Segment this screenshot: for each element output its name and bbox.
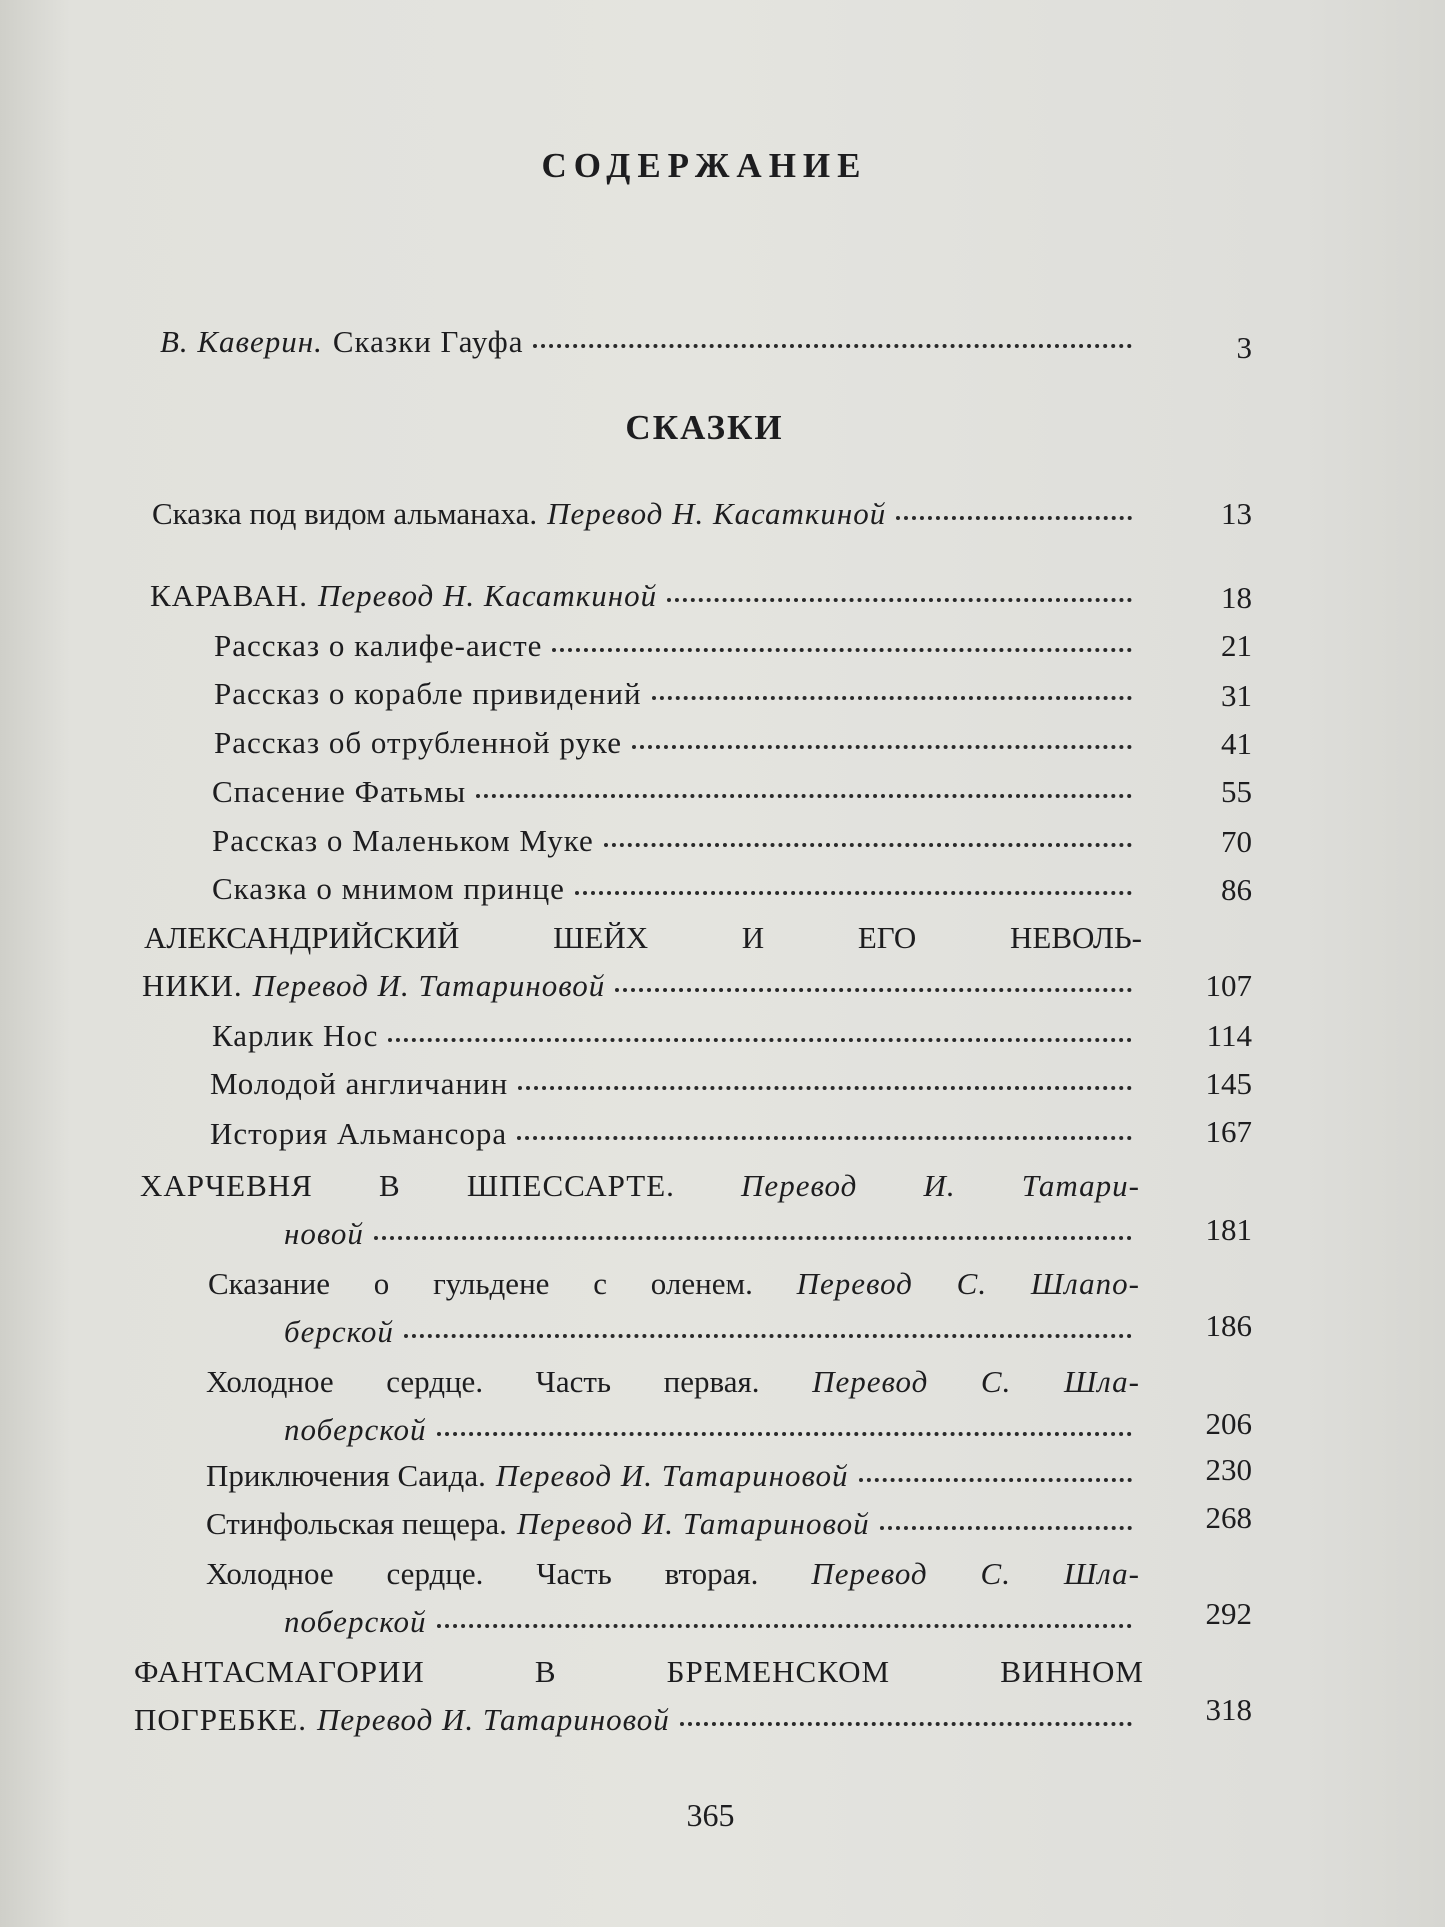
toc-entry-inn-title	[140, 1166, 1140, 1206]
toc-subentry	[212, 1016, 1140, 1056]
toc-subentry-heart2	[284, 1602, 1140, 1642]
translator: поберской	[284, 1412, 427, 1447]
page-number: 167	[1205, 1114, 1252, 1149]
page-number: 13	[1221, 496, 1252, 531]
title-word: Холодное	[206, 1364, 334, 1399]
page-number: 318	[1205, 1692, 1252, 1727]
title-word: с	[593, 1266, 607, 1301]
page-number: 114	[1206, 1018, 1252, 1053]
translator: Перевод И. Татариновой	[495, 1458, 849, 1493]
translator-word: Перевод	[812, 1364, 929, 1399]
toc-subentry-cave	[206, 1504, 1140, 1544]
page-number: 230	[1205, 1452, 1252, 1487]
entry-title: Молодой англичанин	[210, 1066, 509, 1101]
toc-subentry-heart1-title	[206, 1362, 1140, 1402]
page-number: 107	[1205, 968, 1252, 1003]
dot-leader	[575, 891, 1132, 895]
entry-title: Сказка о мнимом принце	[212, 871, 565, 906]
toc-subentry-heart2-title	[206, 1554, 1140, 1594]
dot-leader	[896, 516, 1132, 520]
page-number: 3	[1236, 330, 1252, 365]
translator: Перевод Н. Касаткиной	[317, 578, 658, 613]
title-word: ХАРЧЕВНЯ	[140, 1168, 313, 1203]
page-number: 292	[1205, 1596, 1252, 1631]
entry-title: История Альмансора	[210, 1116, 508, 1151]
title-word: АЛЕКСАНДРИЙСКИЙ	[144, 920, 460, 955]
translator-word: Шла-	[1063, 1364, 1140, 1399]
translator: Перевод И. Татариновой	[317, 1702, 670, 1737]
toc-entry-intro	[160, 322, 1140, 362]
title-word: сердце.	[386, 1556, 484, 1591]
entry-title: Рассказ о корабле привидений	[214, 676, 642, 711]
translator: Перевод И. Татариновой	[516, 1506, 870, 1541]
title-word: оленем.	[650, 1266, 753, 1301]
title-word: БРЕМЕНСКОМ	[666, 1654, 891, 1689]
dot-leader	[632, 745, 1132, 749]
title-word: гульдене	[433, 1266, 550, 1301]
title-word: В	[379, 1168, 401, 1203]
toc-entry-sheikh-title	[144, 918, 1142, 958]
toc-subentry	[214, 626, 1140, 666]
translator: поберской	[284, 1604, 427, 1639]
title-word: о	[373, 1266, 390, 1301]
entry-title: ПОГРЕБКЕ.	[134, 1702, 308, 1737]
translator-word: С.	[980, 1556, 1011, 1591]
title-word: Холодное	[206, 1556, 334, 1591]
toc-entry-almanac	[152, 494, 1140, 534]
dot-leader	[388, 1038, 1132, 1042]
toc-entry-caravan	[150, 576, 1140, 616]
title-word: Часть	[536, 1556, 612, 1591]
page-number: 206	[1205, 1406, 1252, 1441]
toc-subentry	[214, 674, 1140, 714]
toc-entry-bremen	[134, 1700, 1140, 1740]
entry-title: Сказка под видом альманаха.	[152, 496, 538, 531]
dot-leader	[518, 1086, 1132, 1090]
dot-leader	[437, 1624, 1132, 1628]
translator: Перевод И. Татариновой	[252, 968, 606, 1003]
toc-subentry-guilder-title	[208, 1264, 1140, 1304]
page-number: 86	[1221, 872, 1252, 907]
translator-word: Шлапо-	[1030, 1266, 1140, 1301]
page-number: 268	[1205, 1500, 1252, 1535]
toc-subentry	[212, 869, 1140, 909]
page-number: 41	[1221, 726, 1252, 761]
dot-leader	[652, 696, 1132, 700]
toc-subentry	[210, 1064, 1140, 1104]
translator: Перевод Н. Касаткиной	[547, 496, 887, 531]
page-number: 145	[1205, 1066, 1252, 1101]
author: В. Каверин.	[160, 324, 323, 359]
toc-subentry	[212, 821, 1140, 861]
page-number: 55	[1221, 774, 1252, 809]
dot-leader	[604, 843, 1132, 847]
translator-word: С.	[980, 1364, 1012, 1399]
translator-word: С.	[956, 1266, 988, 1301]
entry-title: Рассказ о калифе-аисте	[214, 628, 543, 663]
translator: берской	[284, 1314, 394, 1349]
dot-leader	[859, 1478, 1132, 1482]
title-word: ВИННОМ	[1000, 1654, 1144, 1689]
toc-subentry-said	[206, 1456, 1140, 1496]
toc-subentry	[212, 772, 1140, 812]
dot-leader	[880, 1526, 1132, 1530]
toc-subentry-heart1	[284, 1410, 1140, 1450]
toc-subentry	[210, 1114, 1140, 1154]
title-word: первая.	[663, 1364, 760, 1399]
page-number: 21	[1221, 628, 1252, 663]
dot-leader	[517, 1136, 1132, 1140]
entry-title: Сказки Гауфа	[332, 324, 524, 359]
translator-word: Татари-	[1021, 1168, 1140, 1203]
toc-subentry	[214, 723, 1140, 763]
title-word: Часть	[535, 1364, 612, 1399]
toc-entry-bremen-title	[134, 1652, 1144, 1692]
title-word: ШПЕССАРТЕ.	[466, 1168, 675, 1203]
toc-entry-sheikh	[142, 966, 1140, 1006]
folio-page-number: 365	[686, 1797, 735, 1833]
entry-title: Рассказ об отрубленной руке	[214, 725, 622, 760]
dot-leader	[680, 1722, 1132, 1726]
entry-title: Спасение Фатьмы	[212, 774, 467, 809]
title-word: Сказание	[208, 1266, 330, 1301]
dot-leader	[374, 1236, 1132, 1240]
entry-title: Рассказ о Маленьком Муке	[212, 823, 594, 858]
entry-title: Карлик Нос	[212, 1018, 379, 1053]
dot-leader	[667, 598, 1132, 602]
dot-leader	[437, 1432, 1132, 1436]
translator-word: Перевод	[796, 1266, 913, 1301]
translator-word: Шла-	[1063, 1556, 1140, 1591]
translator-word: Перевод	[741, 1168, 858, 1203]
translator-word: Перевод	[811, 1556, 928, 1591]
translator-word: И.	[923, 1168, 956, 1203]
page-number: 18	[1221, 580, 1252, 615]
contents-heading: СОДЕРЖАНИЕ	[541, 146, 868, 185]
title-word: И	[741, 920, 765, 955]
dot-leader	[476, 794, 1132, 798]
dot-leader	[533, 344, 1132, 348]
dot-leader	[615, 988, 1132, 992]
title-word: сердце.	[386, 1364, 484, 1399]
entry-title: КАРАВАН.	[150, 578, 308, 613]
entry-title: Приключения Саида.	[206, 1458, 486, 1493]
title-word: НЕВОЛЬ-	[1010, 920, 1142, 955]
toc-subentry-guilder	[284, 1312, 1140, 1352]
dot-leader	[552, 648, 1132, 652]
title-word: вторая.	[664, 1556, 759, 1591]
title-word: ЕГО	[857, 920, 917, 955]
page-number: 181	[1205, 1212, 1252, 1247]
page-number: 70	[1221, 824, 1252, 859]
translator: новой	[284, 1216, 364, 1251]
title-word: ФАНТАСМАГОРИИ	[134, 1654, 425, 1689]
section-heading: СКАЗКИ	[625, 408, 784, 447]
entry-title: НИКИ.	[142, 968, 243, 1003]
title-word: ШЕЙХ	[553, 920, 649, 955]
page-number: 186	[1205, 1308, 1252, 1343]
title-word: В	[534, 1654, 557, 1689]
toc-entry-inn	[284, 1214, 1140, 1254]
entry-title: Стинфольская пещера.	[206, 1506, 507, 1541]
dot-leader	[404, 1334, 1132, 1338]
page-number: 31	[1221, 678, 1252, 713]
